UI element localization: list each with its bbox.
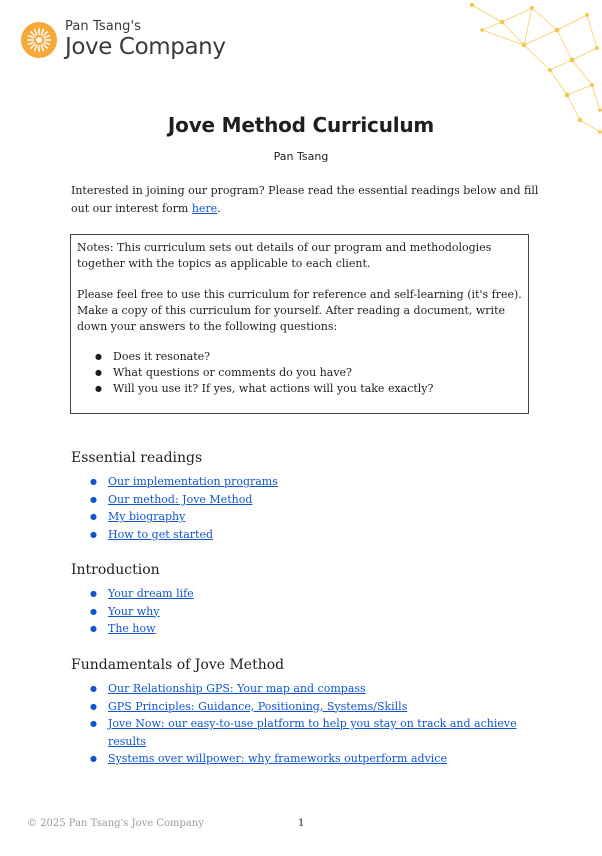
author: Pan Tsang — [273, 150, 329, 163]
link-biography[interactable]: My biography — [108, 510, 186, 523]
intro-paragraph — [71, 182, 541, 218]
list-item — [108, 680, 541, 698]
link-implementation-programs[interactable]: Our implementation programs — [108, 475, 278, 488]
notes-box — [70, 234, 529, 414]
list-item — [108, 585, 541, 603]
logo-subtitle: Pan Tsang's — [65, 19, 142, 34]
link-our-method[interactable]: Our method: Jove Method — [108, 492, 253, 506]
page-title: Jove Method Curriculum — [167, 113, 435, 137]
list-item — [108, 491, 541, 509]
list-item — [108, 603, 541, 621]
intro-end: . — [217, 202, 221, 215]
link-your-why[interactable]: Your why — [108, 604, 160, 618]
link-list — [71, 680, 541, 768]
question-item: ● Will you use it? If yes, what actions will you take exactly? — [113, 381, 522, 397]
section-introduction — [71, 561, 541, 638]
notes-paragraph-2: Please feel free to use this curriculum for reference and self-learning (it's free). Make a copy of this curriculum for yourself. After reading a document, write down your answers to the following questions: — [77, 288, 522, 333]
company-logo — [20, 20, 226, 59]
link-get-started[interactable]: How to get started — [108, 527, 213, 541]
section-heading: Essential readings — [71, 450, 203, 466]
link-gps-principles[interactable]: GPS Principles: Guidance, Positioning, Systems/Skills — [108, 699, 408, 713]
sun-logo-icon — [20, 21, 58, 59]
link-dream-life[interactable]: Your dream life — [108, 587, 194, 600]
question-item: ● What questions or comments do you have? — [113, 365, 522, 381]
footer-copyright: © 2025 Pan Tsang's Jove Company — [27, 818, 204, 829]
list-item — [108, 473, 541, 491]
page-number: 1 — [298, 818, 305, 829]
list-item — [108, 715, 541, 750]
section-essential-readings — [71, 449, 541, 543]
section-heading: Fundamentals of Jove Method — [71, 657, 285, 673]
list-item — [108, 750, 541, 768]
notes-paragraph-1: Notes: This curriculum sets out details of our program and methodologies together with the topics as applicable to each client. — [77, 241, 492, 270]
section-fundamentals — [71, 656, 541, 768]
link-systems-over-willpower[interactable]: Systems over willpower: why frameworks outperform advice — [108, 752, 447, 765]
section-heading: Introduction — [71, 562, 160, 578]
interest-form-link[interactable]: here — [191, 202, 218, 215]
questions-list — [77, 349, 522, 397]
link-relationship-gps[interactable]: Our Relationship GPS: Your map and compass — [108, 682, 366, 695]
list-item — [108, 526, 541, 544]
link-list — [71, 585, 541, 638]
list-item — [108, 508, 541, 526]
question-item: ● Does it resonate? — [113, 349, 522, 365]
list-item — [108, 620, 541, 638]
list-item — [108, 698, 541, 716]
link-list — [71, 473, 541, 543]
link-jove-now[interactable]: Jove Now: our easy-to-use platform to help you stay on track and achieve results — [108, 717, 517, 748]
intro-text: Interested in joining our program? Please read the essential readings below and fill out our interest form — [71, 184, 539, 215]
link-the-how[interactable]: The how — [108, 622, 156, 635]
logo-name: Jove Company — [65, 34, 226, 60]
